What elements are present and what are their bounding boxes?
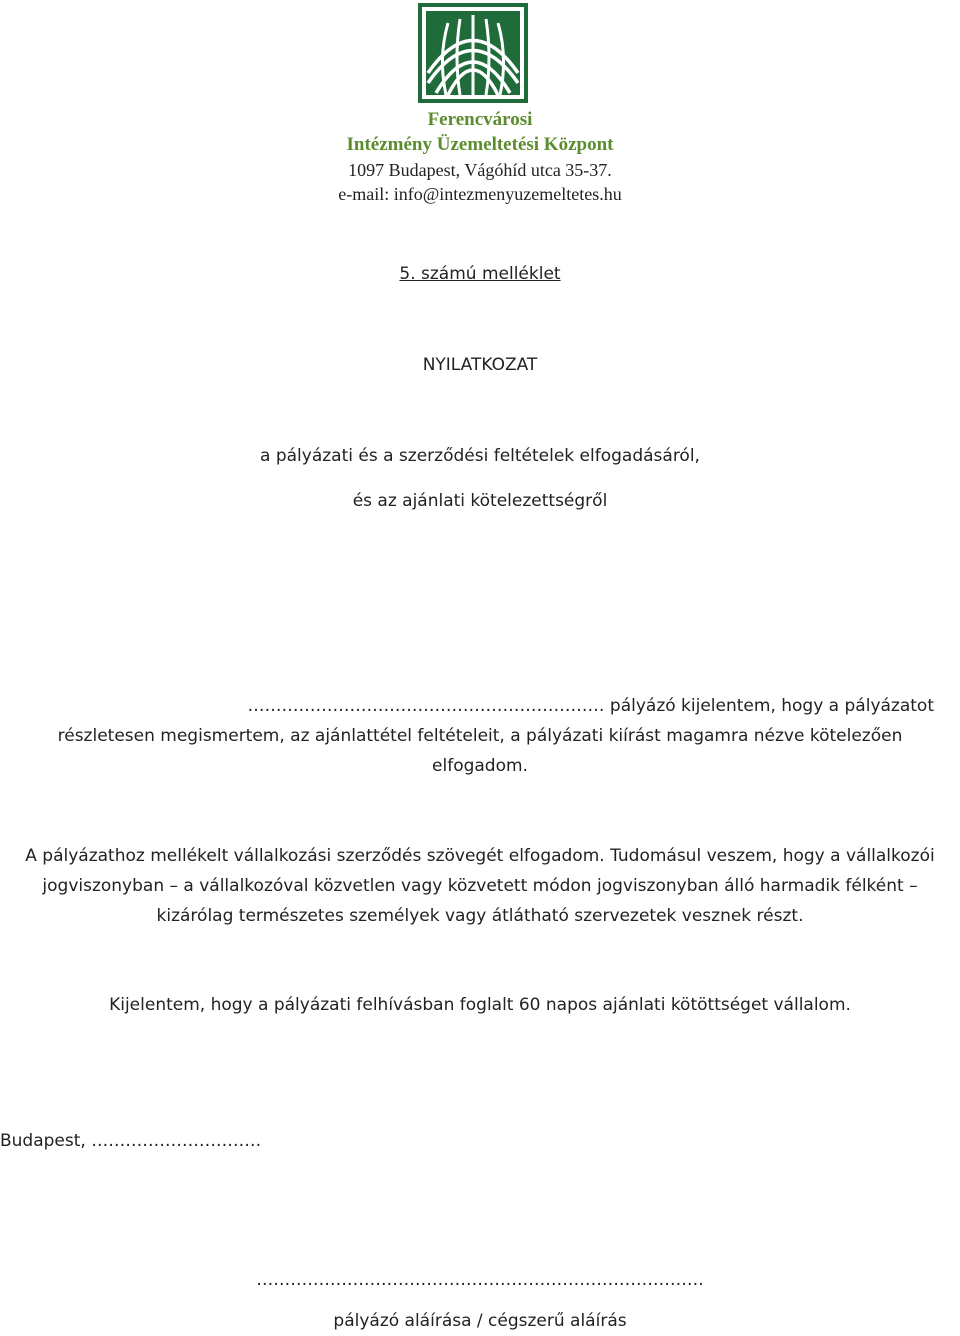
document-subtitle-line1: a pályázati és a szerződési feltételek elfogadásáról,: [260, 446, 700, 466]
contract-line1: A pályázathoz mellékelt vállalkozási szerződés szövegét elfogadom. Tudomásul veszem, hogy a vállalkozói: [25, 846, 935, 866]
binding-period-paragraph: [10, 990, 950, 1020]
org-name-line2: Intézmény Üzemeltetési Központ: [346, 134, 614, 155]
logo-emblem-icon: [418, 3, 528, 103]
org-email: e-mail: info@intezmenyuzemeltetes.hu: [338, 184, 622, 204]
org-name-line1: Ferencvárosi: [427, 109, 533, 130]
document-title: NYILATKOZAT: [422, 355, 538, 375]
contract-acceptance-paragraph: [10, 841, 950, 931]
document-subtitle-line2: és az ajánlati kötelezettségről: [352, 491, 608, 511]
org-address: 1097 Budapest, Vágóhíd utca 35-37.: [348, 160, 612, 180]
signature-line: …………………………………………………………………….: [256, 1270, 704, 1290]
declaration-paragraph: [10, 691, 950, 781]
declaration-line1: ……………………………………………………… pályázó kijelentem, hogy a pályázatot: [247, 696, 934, 716]
organization-logo: [418, 3, 528, 103]
place-date: Budapest, …………………………: [0, 1131, 262, 1151]
contract-line3: kizárólag természetes személyek vagy átlátható szervezetek vesznek részt.: [156, 906, 804, 926]
contract-line2: jogviszonyban – a vállalkozóval közvetlen vagy közvetett módon jogviszonyban álló harmadik félként –: [42, 876, 918, 896]
declaration-line3: elfogadom.: [432, 756, 528, 776]
binding-period-line: Kijelentem, hogy a pályázati felhívásban foglalt 60 napos ajánlati kötöttséget vállalom.: [109, 995, 851, 1015]
declaration-line2: részletesen megismertem, az ajánlattétel feltételeit, a pályázati kiírást magamra nézve kötelezően: [57, 726, 903, 746]
annex-label-wrapper: [0, 259, 960, 289]
signature-label: pályázó aláírása / cégszerű aláírás: [333, 1311, 627, 1331]
annex-label: 5. számú melléklet: [399, 264, 561, 284]
